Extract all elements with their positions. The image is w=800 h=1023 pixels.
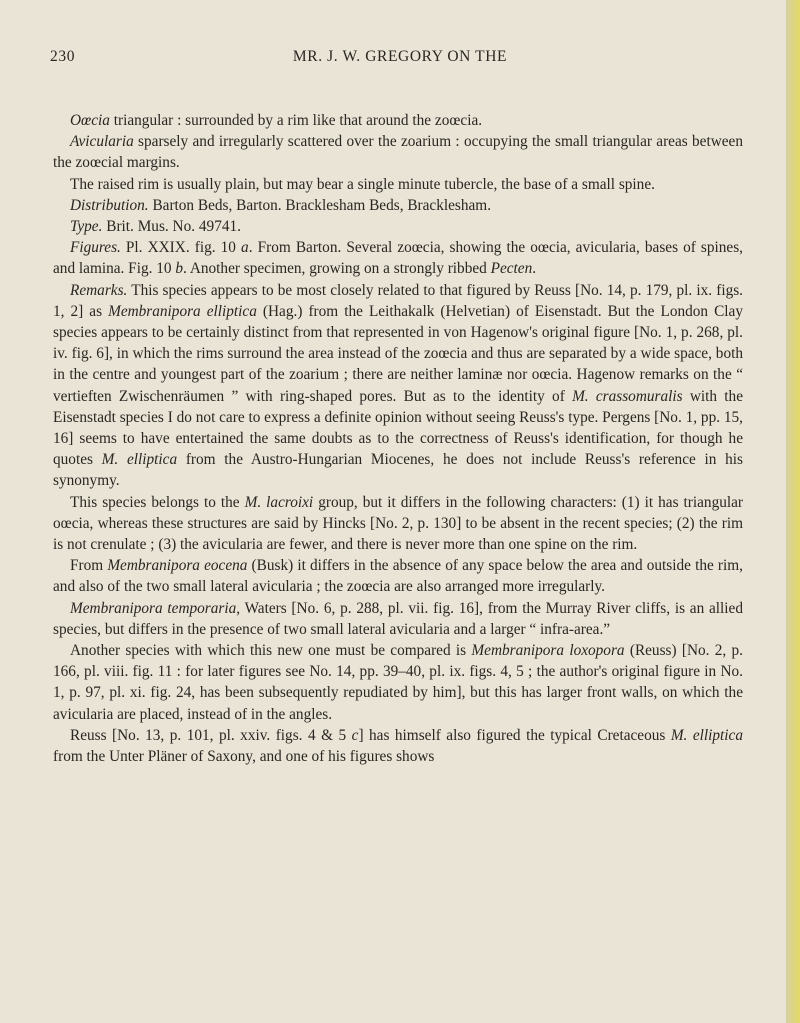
italic-text: Type. bbox=[70, 218, 103, 236]
italic-text: Avicularia bbox=[70, 133, 134, 151]
paragraph bbox=[53, 598, 743, 640]
italic-text: Distribution. bbox=[70, 196, 149, 214]
text-run: ] has himself also figured the typical Cretaceous bbox=[358, 726, 671, 744]
italic-text: M. crassomuralis bbox=[572, 387, 683, 405]
paragraph bbox=[53, 640, 743, 725]
text-run: The raised rim is usually plain, but may bear a single minute tubercle, the base of a small spine. bbox=[70, 175, 655, 193]
page-edge bbox=[786, 0, 800, 1023]
text-run: (Reuss) [No. 2, p. 166, pl. viii. fig. 11 : for later figures see No. 14, pp. 39–40, pl. ix. figs. 4, 5 ; the author's original figure in No. 1, p. 97, pl. xi. fig. 24, has been subsequently repudiated by him], but this has larger front walls, on which the avicularia are placed, instead of in the angles. bbox=[53, 642, 744, 723]
body-text bbox=[53, 110, 743, 767]
text-run: triangular : surrounded by a rim like that around the zoœcia. bbox=[109, 112, 483, 129]
paragraph bbox=[53, 280, 743, 492]
text-run: Pl. XXIX. fig. 10 bbox=[120, 239, 242, 257]
paragraph bbox=[53, 174, 743, 195]
text-run: This species belongs to the bbox=[70, 493, 245, 511]
paragraph bbox=[53, 492, 743, 556]
text-run: Reuss [No. 13, p. 101, pl. xxiv. figs. 4 & 5 bbox=[70, 726, 352, 744]
text-run: From bbox=[70, 557, 108, 575]
text-run: from the Austro-Hungarian Miocenes, he does not include Reuss's reference in his synonymy. bbox=[53, 451, 743, 490]
text-run: Another species with which this new one must be compared is bbox=[70, 642, 472, 660]
italic-text: Pecten bbox=[490, 260, 533, 278]
text-run: with the Eisenstadt species I do not care to express a definite opinion without seeing Reuss's type. Pergens [No. 1, pp. 15, 16] seems to have entertained the same doubts as to the correctness of Reuss's identification, for though he quotes bbox=[53, 387, 743, 469]
text-run: . bbox=[532, 260, 537, 278]
text-run: , Waters [No. 6, p. 288, pl. vii. fig. 16], from the Murray River cliffs, is an allied species, but differs in the presence of two small lateral avicularia and a larger “ infra-area.” bbox=[53, 599, 743, 638]
text-run: (Hag.) from the Leithakalk (Helvetian) of Eisenstadt. But the London Clay species appears to be certainly distinct from that represented in von Hagenow's original figure [No. 1, p. 268, pl. iv. fig. 6], in which the rims surround the area instead of the zoœcia and thus are separated by a wide space, both in the centre and youngest part of the zoarium ; there are neither laminæ nor oœcia. Hagenow remarks on the “ vertieften Zwischenräumen ” with ring-shaped pores. But as to the identity of bbox=[53, 302, 743, 405]
italic-text: Membranipora loxopora bbox=[471, 642, 625, 660]
italic-text: Membranipora elliptica bbox=[108, 302, 257, 320]
running-title: MR. J. W. GREGORY ON THE bbox=[292, 48, 508, 65]
text-run: group, but it differs in the following characters: (1) it has triangular oœcia, whereas these structures are said by Hincks [No. 2, p. 130] to be absent in the recent species; (2) the rim is not crenulate ; (3) the avicularia are fewer, and there is never more than one spine on the rim. bbox=[53, 493, 743, 554]
text-run: Brit. Mus. No. 49741. bbox=[102, 218, 241, 236]
italic-text: b bbox=[175, 260, 184, 278]
text-run: from the Unter Pläner of Saxony, and one of his figures shows bbox=[53, 748, 435, 766]
text-run: . From Barton. Several zoœcia, showing the oœcia, avicularia, bases of spines, and lamina. Fig. 10 bbox=[53, 239, 743, 278]
italic-text: c bbox=[351, 726, 359, 744]
text-run: Barton Beds, Barton. Bracklesham Beds, Bracklesham. bbox=[148, 196, 492, 214]
italic-text: Figures. bbox=[70, 239, 121, 257]
text-run: . Another specimen, growing on a strongly ribbed bbox=[183, 260, 491, 278]
italic-text: Membranipora eocena bbox=[107, 557, 248, 575]
italic-text: a bbox=[241, 239, 249, 257]
italic-text: M. lacroixi bbox=[244, 493, 314, 511]
paragraph bbox=[53, 725, 743, 767]
text-run: sparsely and irregularly scattered over the zoarium : occupying the small triangular areas between the zoœcial margins. bbox=[53, 133, 743, 172]
page-header bbox=[50, 48, 750, 68]
paragraph bbox=[53, 555, 743, 597]
paragraph bbox=[53, 216, 743, 237]
paragraph bbox=[53, 237, 743, 279]
italic-text: M. elliptica bbox=[670, 726, 743, 744]
paragraph bbox=[53, 110, 743, 131]
italic-text: Remarks. bbox=[70, 281, 128, 299]
italic-text: Membranipora temporaria bbox=[70, 599, 237, 617]
paragraph bbox=[53, 131, 743, 173]
text-run: (Busk) it differs in the absence of any space below the area and outside the rim, and also of the two small lateral avicularia ; the zoœcia are also arranged more irregularly. bbox=[53, 557, 743, 596]
page-number: 230 bbox=[50, 48, 76, 65]
text-run: This species appears to be most closely related to that figured by Reuss [No. 14, p. 179, pl. ix. figs. 1, 2] as bbox=[53, 281, 743, 320]
italic-text: M. elliptica bbox=[101, 451, 178, 469]
paragraph bbox=[53, 195, 743, 216]
italic-text: Oœcia bbox=[70, 112, 110, 129]
